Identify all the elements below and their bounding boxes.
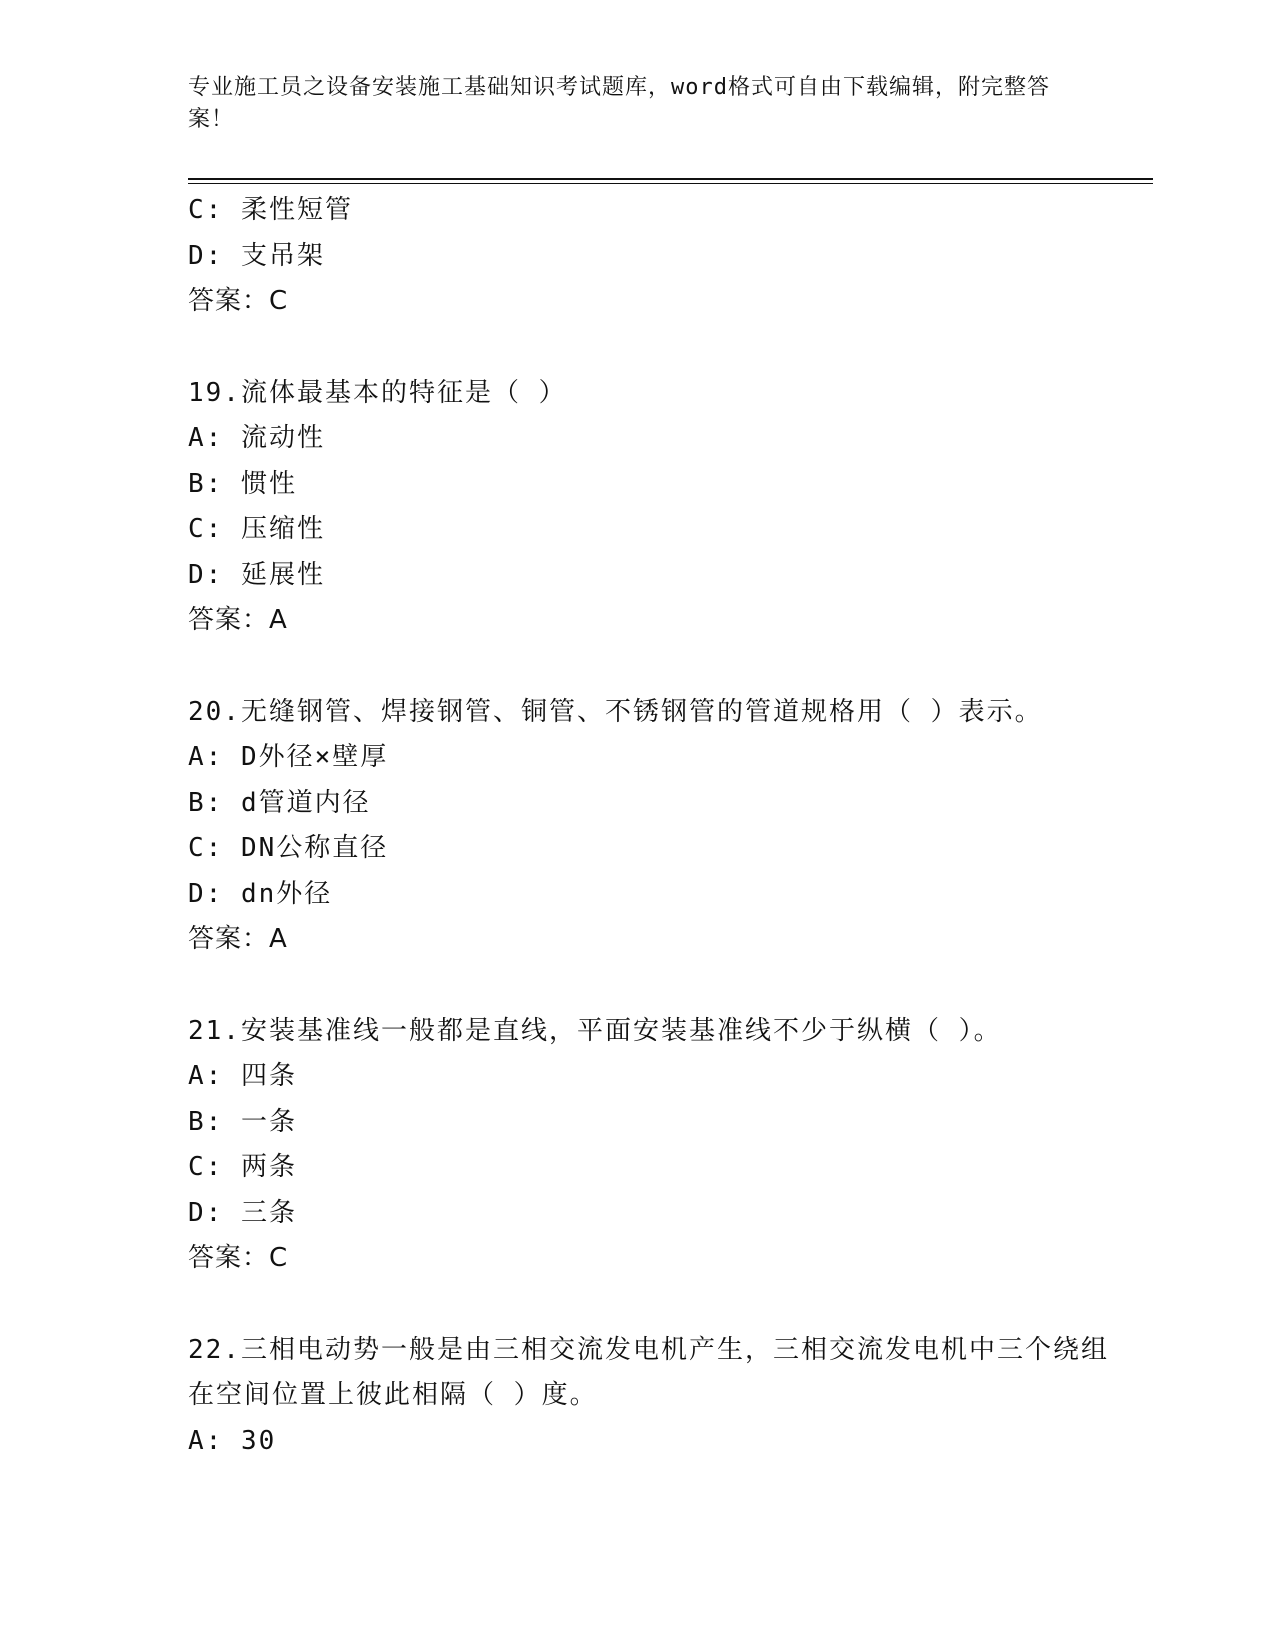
header-title: 专业施工员之设备安装施工基础知识考试题库，word格式可自由下载编辑，附完整答案！ [188,75,1050,132]
question-stem: 19.流体最基本的特征是（ ） [188,377,567,408]
answer-label: 答案：A [188,924,288,954]
option-b: B: d管道内径 [188,787,371,818]
option-d: D: 三条 [188,1197,297,1228]
option-a: A: D外径×壁厚 [188,742,389,772]
option-a: A: 30 [188,1425,277,1456]
question-22 [188,1328,1118,1465]
question-list [188,188,1118,1464]
option-b: B: 一条 [188,1106,297,1137]
question-20 [188,690,1118,963]
option-b: B: 惯性 [188,468,297,499]
question-stem: 20.无缝钢管、焊接钢管、铜管、不锈钢管的管道规格用（ ）表示。 [188,696,1043,727]
option-d: D: 延展性 [188,559,325,590]
option-a: A: 流动性 [188,423,325,453]
header-rule-thick [188,178,1153,180]
spacer [188,644,1118,690]
option-a: A: 四条 [188,1061,297,1091]
answer-label: 答案：C [188,1243,289,1273]
question-stem: 22.三相电动势一般是由三相交流发电机产生，三相交流发电机中三个绕组在空间位置上彼此相隔（ ）度。 [188,1334,1109,1410]
spacer [188,1282,1118,1328]
option-c: C: 两条 [188,1152,297,1182]
spacer [188,963,1118,1009]
document-header [188,72,1068,136]
option-c: C: DN公称直径 [188,833,389,863]
option-c: C: 柔性短管 [188,195,353,225]
option-d: D: 支吊架 [188,240,325,271]
spacer [188,325,1118,371]
question-19 [188,371,1118,644]
answer-label: 答案：C [188,286,289,316]
option-d: D: dn外径 [188,878,333,909]
question-18-continuation [188,188,1118,325]
question-21 [188,1009,1118,1282]
header-rule-thin [188,183,1153,184]
answer-label: 答案：A [188,605,288,635]
question-stem: 21.安装基准线一般都是直线，平面安装基准线不少于纵横（ ）。 [188,1015,1002,1046]
option-c: C: 压缩性 [188,514,325,544]
